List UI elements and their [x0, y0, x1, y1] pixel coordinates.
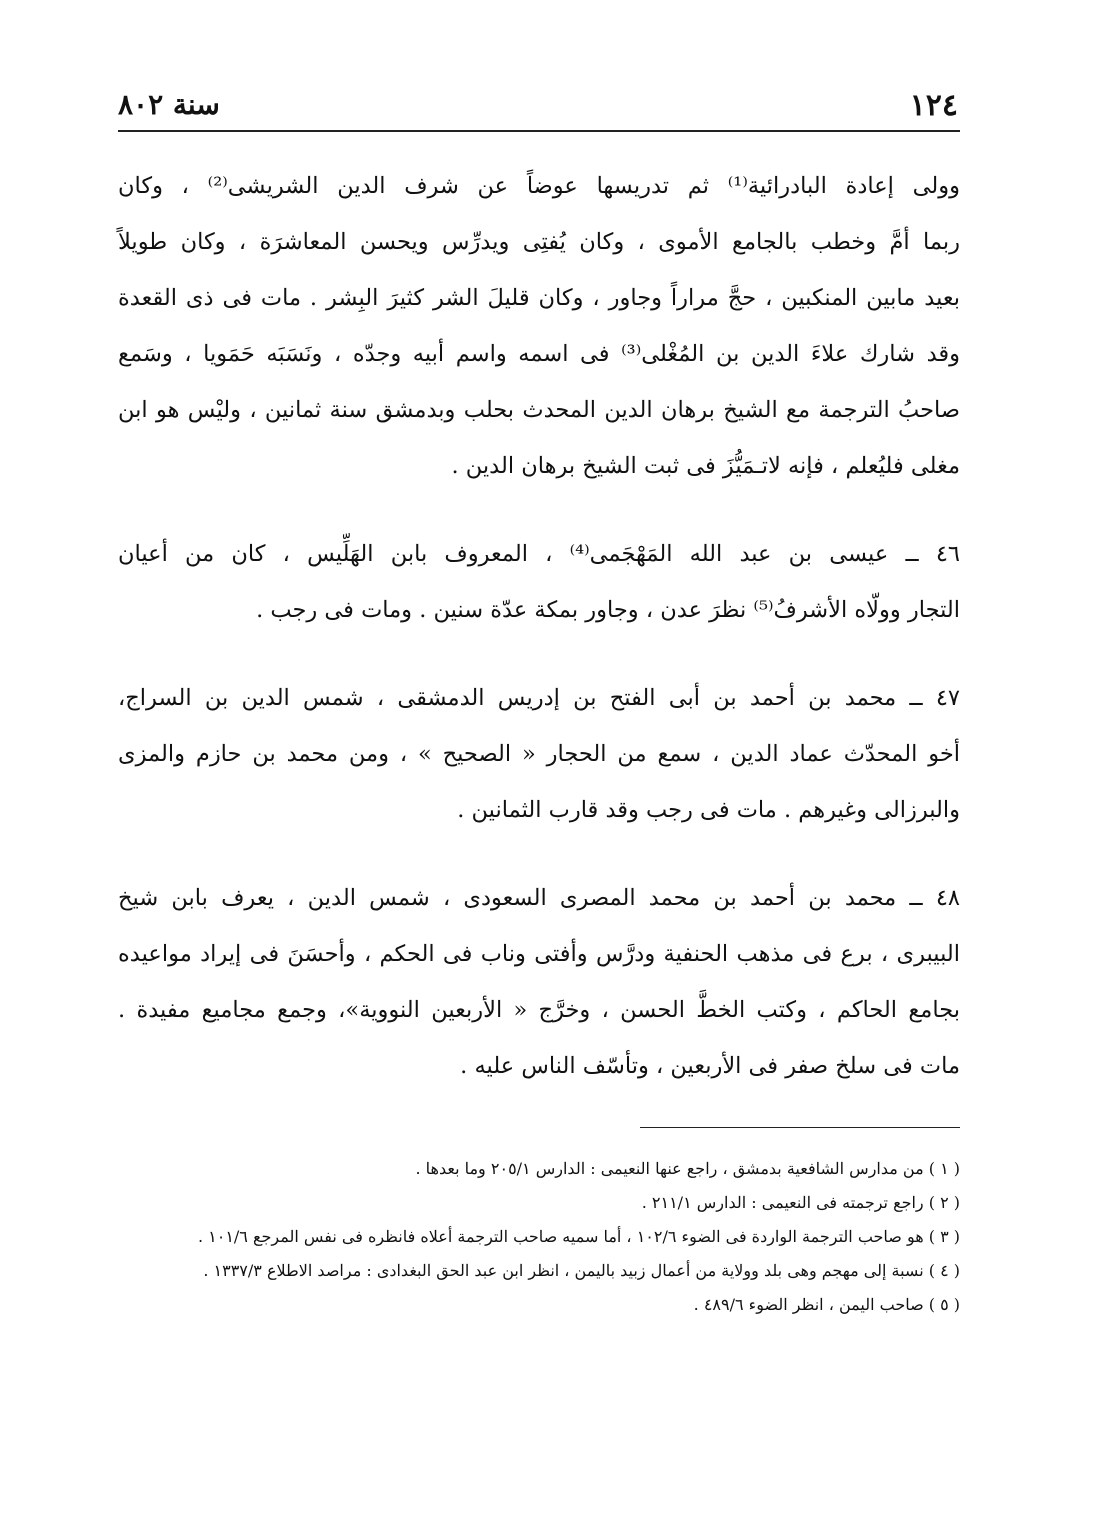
- text-line: أخو المحدّث عماد الدين ، سمع من الحجار « الصحيح » ، ومن محمد بن حازم والمزى: [118, 741, 960, 767]
- footnote-2: ( ٢ ) راجع ترجمته فى النعيمى : الدارس ٢١١/١ .: [641, 1193, 960, 1212]
- running-title-year: سنة ٨٠٢: [118, 88, 220, 121]
- page-number: ١٢٤: [909, 88, 958, 123]
- text-line: التجار وولّاه الأشرفُ⁽⁵⁾ نظرَ عدن ، وجاور بمكة عدّة سنين . ومات فى رجب .: [256, 597, 960, 623]
- footnote-3: ( ٣ ) هو صاحب الترجمة الواردة فى الضوء ١٠٢/٦ ، أما سميه صاحب الترجمة أعلاه فانظره فى نفس المرجع ١٠١/٦ .: [197, 1227, 960, 1246]
- text-line: مات فى سلخ صفر فى الأربعين ، وتأسّف الناس عليه .: [460, 1053, 960, 1079]
- footnote-5: ( ٥ ) صاحب اليمن ، انظر الضوء ٤٨٩/٦ .: [693, 1295, 960, 1314]
- footnote-separator: [640, 1127, 960, 1128]
- text-line: البيبرى ، برع فى مذهب الحنفية ودرَّس وأفتى وناب فى الحكم ، وأحسَنَ فى إيراد مواعيده: [118, 941, 960, 967]
- entry-48: [118, 870, 960, 1094]
- text-line: صاحبُ الترجمة مع الشيخ برهان الدين المحدث بحلب وبدمشق سنة ثمانين ، وليْس هو ابن: [118, 397, 960, 423]
- footnotes: [118, 1152, 960, 1322]
- text-line: ربما أمَّ وخطب بالجامع الأموى ، وكان يُفتِى ويدرِّس ويحسن المعاشرَة ، وكان طويلاً: [118, 229, 960, 255]
- text-line: والبرزالى وغيرهم . مات فى رجب وقد قارب الثمانين .: [457, 797, 960, 823]
- paragraph-continuation: [118, 158, 960, 494]
- text-line: ٤٧ ــ محمد بن أحمد بن أبى الفتح بن إدريس الدمشقى ، شمس الدين بن السراج،: [118, 685, 960, 711]
- header-rule: [118, 130, 960, 132]
- entry-47: [118, 670, 960, 838]
- page-header: [118, 88, 958, 128]
- text-line: مغلى فليُعلم ، فإنه لاتـمَيُّزَ فى ثبت الشيخ برهان الدين .: [451, 453, 960, 479]
- footnote-1: ( ١ ) من مدارس الشافعية بدمشق ، راجع عنها النعيمى : الدارس ٢٠٥/١ وما بعدها .: [415, 1159, 960, 1178]
- text-line: ٤٦ ــ عيسى بن عبد الله المَهْجَمى⁽⁴⁾ ، المعروف بابن الهَلِّيس ، كان من أعيان: [118, 541, 960, 567]
- footnote-4: ( ٤ ) نسبة إلى مهجم وهى بلد وولاية من أعمال زبيد باليمن ، انظر ابن عبد الحق البغدادى : مراصد الاطلاع ١٣٣٧/٣ .: [203, 1261, 960, 1280]
- text-line: بعيد مابين المنكبين ، حجَّ مراراً وجاور ، وكان قليلَ الشر كثيرَ البِشر . مات فى ذى القعدة: [118, 285, 960, 311]
- text-line: بجامع الحاكم ، وكتب الخطَّ الحسن ، وخرَّج « الأربعين النووية»، وجمع مجاميع مفيدة .: [118, 997, 960, 1023]
- entry-46: [118, 526, 960, 638]
- text-line: وقد شارك علاءَ الدين بن المُغْلى⁽³⁾ فى اسمه واسم أبيه وجدّه ، ونَسَبَه حَمَويا ، وسَمع: [118, 341, 960, 367]
- text-line: وولى إعادة البادرائية⁽¹⁾ ثم تدريسها عوضاً عن شرف الدين الشريشى⁽²⁾ ، وكان: [118, 173, 960, 199]
- text-line: ٤٨ ــ محمد بن أحمد بن محمد المصرى السعودى ، شمس الدين ، يعرف بابن شيخ: [118, 885, 960, 911]
